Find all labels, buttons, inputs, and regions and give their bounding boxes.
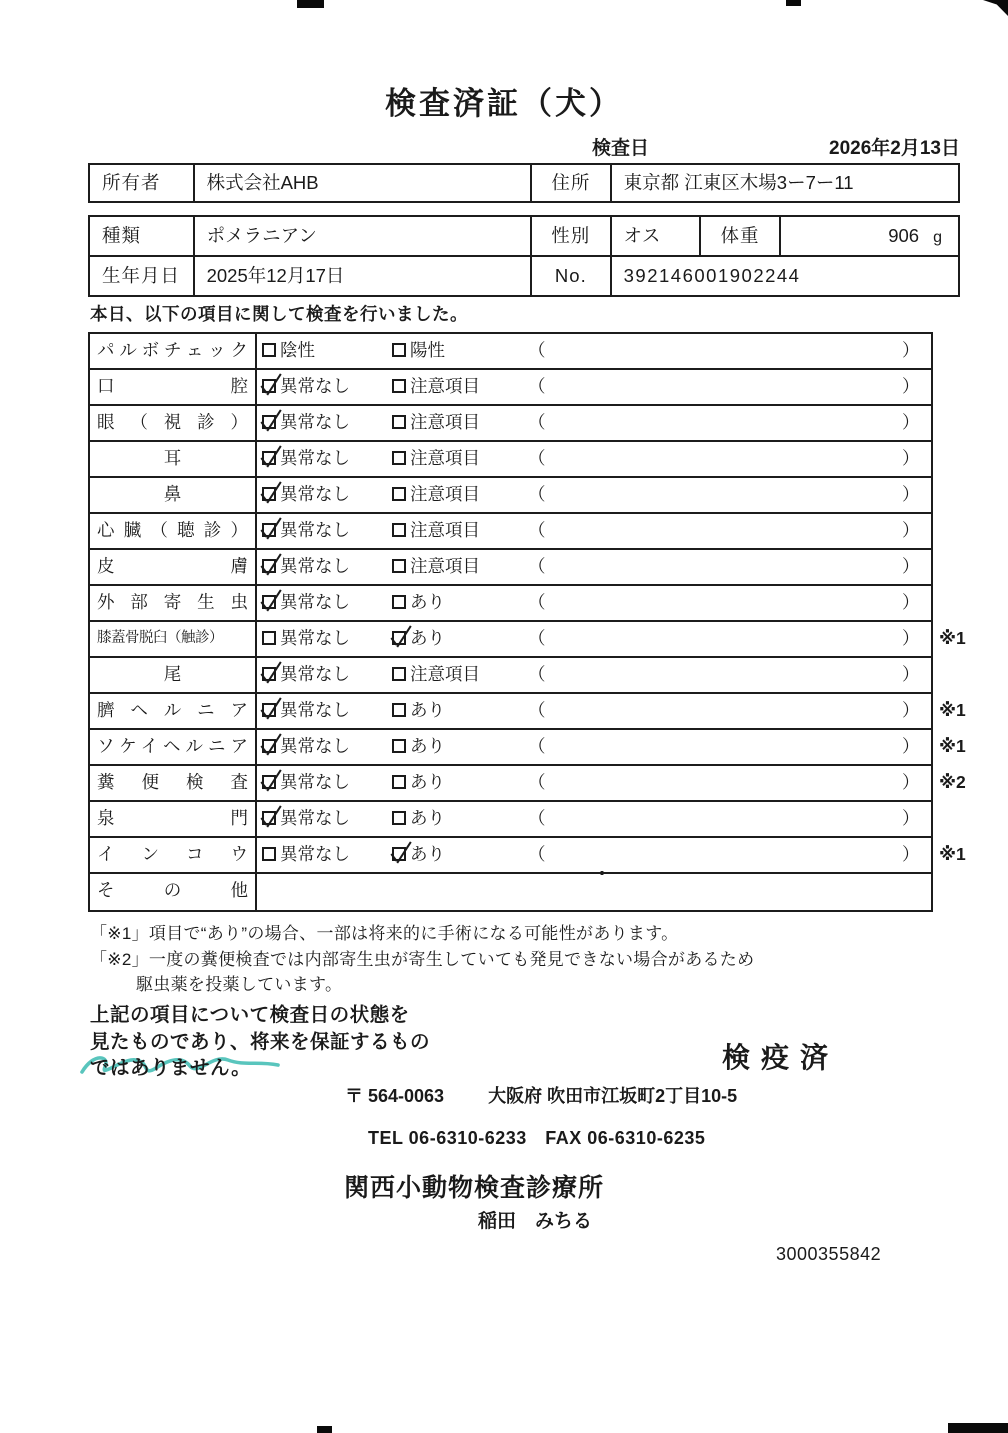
paren-open: （ — [528, 484, 546, 504]
paren-close: ） — [902, 628, 920, 648]
checkbox — [392, 631, 406, 645]
checkbox — [392, 703, 406, 717]
checklist-row-content — [257, 550, 931, 584]
option-2 — [392, 730, 445, 763]
option-1 — [262, 766, 350, 799]
option-label: 異常なし — [280, 664, 350, 684]
option-label: 注意項目 — [410, 556, 480, 576]
checklist-item-label: 尾 — [90, 658, 257, 692]
checklist-item-label: その他 — [90, 874, 257, 910]
checkbox — [262, 523, 276, 537]
clinic-name: 関西小動物検査診療所 — [344, 1174, 605, 1202]
row-note: ※1 — [939, 844, 966, 864]
checklist-row-content — [257, 622, 966, 656]
option-1 — [262, 730, 350, 763]
option-2 — [392, 586, 445, 619]
checklist-row-content — [257, 658, 931, 692]
checkbox — [392, 523, 406, 537]
clinic-postal-code: 〒 564-0063 — [345, 1086, 445, 1106]
checklist-row-content — [257, 334, 931, 368]
checklist-row-content — [257, 766, 966, 800]
paren-open: （ — [528, 412, 546, 432]
checklist-row-content — [257, 802, 931, 836]
checklist-row — [90, 838, 966, 874]
inspection-date-label: 検査日 — [592, 138, 650, 159]
paren-close: ） — [902, 340, 920, 360]
paren-open: （ — [528, 664, 546, 684]
option-label: 異常なし — [280, 844, 350, 864]
option-label: 陽性 — [410, 340, 445, 360]
checkbox — [262, 559, 276, 573]
checklist-row — [90, 694, 966, 730]
scan-artifact — [786, 0, 801, 6]
breed-value: ポメラニアン — [195, 217, 532, 255]
clinic-address: 大阪府 吹田市江坂町2丁目10-5 — [488, 1086, 738, 1106]
disclaimer-line-2: 見たものであり、将来を保証するもの — [90, 1030, 431, 1053]
option-1 — [262, 658, 350, 691]
paren-open: （ — [528, 376, 546, 396]
option-label: 異常なし — [280, 700, 350, 720]
checklist-item-label: 臍ヘルニア — [90, 694, 257, 728]
paren-close: ） — [902, 376, 920, 396]
checkbox — [262, 343, 276, 357]
option-2 — [392, 550, 480, 583]
option-1 — [262, 442, 350, 475]
document-title: 検査済証（犬） — [385, 86, 623, 121]
checkbox — [262, 703, 276, 717]
checklist-row-content — [257, 478, 931, 512]
inspection-date-row — [592, 133, 960, 160]
option-label: 異常なし — [280, 412, 350, 432]
checklist-row-content — [257, 838, 966, 872]
option-2 — [392, 406, 480, 439]
option-2 — [392, 766, 445, 799]
checklist-row — [90, 766, 966, 802]
option-1 — [262, 406, 350, 439]
paren-open: （ — [528, 556, 546, 576]
option-label: 注意項目 — [410, 376, 480, 396]
checklist-row — [90, 586, 931, 622]
intro-text: 本日、以下の項目に関して検査を行いました。 — [90, 304, 468, 324]
disclaimer-line-1: 上記の項目について検査日の状態を — [90, 1004, 410, 1026]
weight-unit: g — [933, 229, 943, 246]
option-label: 異常なし — [280, 484, 350, 504]
checkbox — [392, 415, 406, 429]
paren-open: （ — [528, 628, 546, 648]
option-label: 注意項目 — [410, 412, 480, 432]
checklist-row — [90, 874, 931, 910]
owner-value: 株式会社AHB — [195, 165, 532, 201]
checklist-item-label: 耳 — [90, 442, 257, 476]
checklist-row — [90, 370, 931, 406]
checklist-row-content — [257, 874, 931, 910]
checklist-row — [90, 514, 931, 550]
option-1 — [262, 838, 350, 871]
checklist-row — [90, 802, 931, 838]
no-label: No. — [532, 257, 612, 295]
option-label: あり — [410, 772, 445, 792]
checklist-rows — [90, 334, 966, 910]
checklist-item-label: 口腔 — [90, 370, 257, 404]
inspection-date-value: 2026年2月13日 — [829, 138, 960, 159]
option-1 — [262, 802, 350, 835]
paren-open: （ — [528, 736, 546, 756]
checkbox — [392, 451, 406, 465]
checklist-row-content — [257, 586, 931, 620]
footnote-2-continued: 駆虫薬を投薬しています。 — [136, 975, 343, 994]
checkbox — [262, 739, 276, 753]
checklist-item-label: 外部寄生虫 — [90, 586, 257, 620]
owner-address-label: 住所 — [532, 165, 612, 201]
quarantine-stamp: 検疫済 — [722, 1042, 840, 1073]
footnote-1: 「※1」項目で“あり”の場合、一部は将来的に手術になる可能性があります。 — [90, 924, 679, 943]
option-label: あり — [410, 844, 445, 864]
checklist-table — [88, 332, 966, 912]
paren-open: （ — [528, 700, 546, 720]
scan-artifact — [983, 0, 1008, 16]
checkbox — [262, 451, 276, 465]
option-2 — [392, 442, 480, 475]
checklist-row — [90, 334, 931, 370]
option-label: 異常なし — [280, 376, 350, 396]
option-2 — [392, 370, 480, 403]
checkbox — [262, 595, 276, 609]
checklist-item-label: 皮膚 — [90, 550, 257, 584]
scan-artifact — [317, 1426, 332, 1433]
checklist-row-content — [257, 442, 931, 476]
birth-value: 2025年12月17日 — [195, 257, 532, 295]
option-2 — [392, 838, 445, 871]
checklist-row-content — [257, 406, 931, 440]
checklist-row — [90, 658, 931, 694]
checklist-row — [90, 730, 966, 766]
paren-open: （ — [528, 808, 546, 828]
scan-artifact — [948, 1423, 1008, 1433]
owner-address-value: 東京都 江東区木場3ー7ー11 — [623, 172, 854, 193]
paren-close: ） — [902, 700, 920, 720]
row-note: ※1 — [939, 736, 966, 756]
checklist-item-label: パルボチェック — [90, 334, 257, 368]
checkbox — [262, 811, 276, 825]
option-label: 異常なし — [280, 808, 350, 828]
checkbox — [392, 775, 406, 789]
row-note: ※2 — [939, 772, 966, 792]
option-1 — [262, 586, 350, 619]
option-2 — [392, 514, 480, 547]
weight-value-cell — [781, 217, 958, 255]
paren-open: （ — [528, 772, 546, 792]
paren-close: ） — [902, 520, 920, 540]
checklist-item-label: 心臓（聴診） — [90, 514, 257, 548]
option-label: 異常なし — [280, 592, 350, 612]
checkbox — [392, 811, 406, 825]
option-2 — [392, 622, 445, 655]
option-1 — [262, 694, 350, 727]
footnotes — [90, 921, 754, 998]
option-label: あり — [410, 592, 445, 612]
checklist-item-label: 泉門 — [90, 802, 257, 836]
checklist-item-label: インコウ — [90, 838, 257, 872]
paren-close: ） — [902, 484, 920, 504]
paren-close: ） — [902, 592, 920, 612]
option-label: 注意項目 — [410, 448, 480, 468]
option-2 — [392, 694, 445, 727]
paren-open: （ — [528, 520, 546, 540]
sex-label: 性別 — [532, 217, 612, 255]
checklist-item-label: 膝蓋骨脱臼（触診） — [90, 622, 257, 656]
checkbox — [262, 631, 276, 645]
option-label: 異常なし — [280, 736, 350, 756]
checkbox — [262, 415, 276, 429]
no-value: 392146001902244 — [623, 265, 801, 286]
disclaimer-line-3: ではありません。 — [90, 1057, 252, 1079]
checkbox — [392, 343, 406, 357]
checkbox — [262, 775, 276, 789]
paren-close: ） — [902, 772, 920, 792]
checklist-item-label: 糞便検査 — [90, 766, 257, 800]
paren-open: （ — [528, 592, 546, 612]
option-1 — [262, 514, 350, 547]
checklist-row — [90, 622, 966, 658]
option-label: あり — [410, 700, 445, 720]
paren-open: （ — [528, 340, 546, 360]
checklist-row-content — [257, 514, 931, 548]
option-1 — [262, 478, 350, 511]
option-1 — [262, 334, 315, 367]
row-note: ※1 — [939, 628, 966, 648]
checkbox — [392, 739, 406, 753]
option-label: 異常なし — [280, 628, 350, 648]
checkbox — [262, 487, 276, 501]
breed-label: 種類 — [90, 217, 195, 255]
paren-close: ） — [902, 412, 920, 432]
clinic-address-line — [345, 1082, 737, 1108]
serial-number: 3000355842 — [776, 1244, 882, 1264]
checklist-item-label: 眼（視診） — [90, 406, 257, 440]
paren-close: ） — [902, 808, 920, 828]
option-2 — [392, 478, 480, 511]
sex-value: オス — [612, 217, 702, 255]
scan-artifact — [297, 0, 324, 8]
weight-label: 体重 — [701, 217, 781, 255]
paren-close: ） — [902, 448, 920, 468]
option-label: 注意項目 — [410, 664, 480, 684]
option-2 — [392, 802, 445, 835]
paren-close: ） — [902, 556, 920, 576]
option-label: 異常なし — [280, 772, 350, 792]
option-label: あり — [410, 628, 445, 648]
birth-label: 生年月日 — [90, 257, 195, 295]
paren-open: （ — [528, 844, 546, 864]
option-label: 異常なし — [280, 556, 350, 576]
paren-close: ） — [902, 664, 920, 684]
option-2 — [392, 658, 480, 691]
checkbox — [262, 379, 276, 393]
disclaimer-statement — [90, 1002, 430, 1082]
owner-label: 所有者 — [90, 165, 195, 201]
option-1 — [262, 550, 350, 583]
option-label: 注意項目 — [410, 484, 480, 504]
paren-close: ） — [902, 736, 920, 756]
checklist-row — [90, 442, 931, 478]
checklist-row — [90, 478, 931, 514]
checklist-row-content — [257, 730, 966, 764]
paren-close: ） — [902, 844, 920, 864]
option-label: あり — [410, 736, 445, 756]
checklist-item-label: ソケイヘルニア — [90, 730, 257, 764]
option-2 — [392, 334, 445, 367]
weight-value: 906 — [888, 225, 920, 246]
option-label: あり — [410, 808, 445, 828]
paren-open: （ — [528, 448, 546, 468]
checkbox — [392, 667, 406, 681]
checkbox — [392, 847, 406, 861]
checkbox — [392, 379, 406, 393]
checkbox — [392, 595, 406, 609]
clinic-tel-fax: TEL 06-6310-6233 FAX 06-6310-6235 — [368, 1128, 706, 1148]
row-note: ※1 — [939, 700, 966, 720]
option-label: 注意項目 — [410, 520, 480, 540]
checklist-row — [90, 550, 931, 586]
pet-table — [88, 215, 960, 297]
option-label: 陰性 — [280, 340, 315, 360]
checkbox — [262, 667, 276, 681]
clinic-representative: 稲田 みちる — [478, 1211, 593, 1232]
owner-table — [88, 163, 960, 203]
checklist-row — [90, 406, 931, 442]
checklist-row-content — [257, 370, 931, 404]
checkbox — [262, 847, 276, 861]
checklist-row-content — [257, 694, 966, 728]
footnote-2: 「※2」一度の糞便検査では内部寄生虫が寄生していても発見できない場合があるため — [90, 949, 755, 969]
option-label: 異常なし — [280, 448, 350, 468]
option-1 — [262, 622, 350, 655]
option-1 — [262, 370, 350, 403]
option-label: 異常なし — [280, 520, 350, 540]
checkbox — [392, 487, 406, 501]
checklist-item-label: 鼻 — [90, 478, 257, 512]
checkbox — [392, 559, 406, 573]
